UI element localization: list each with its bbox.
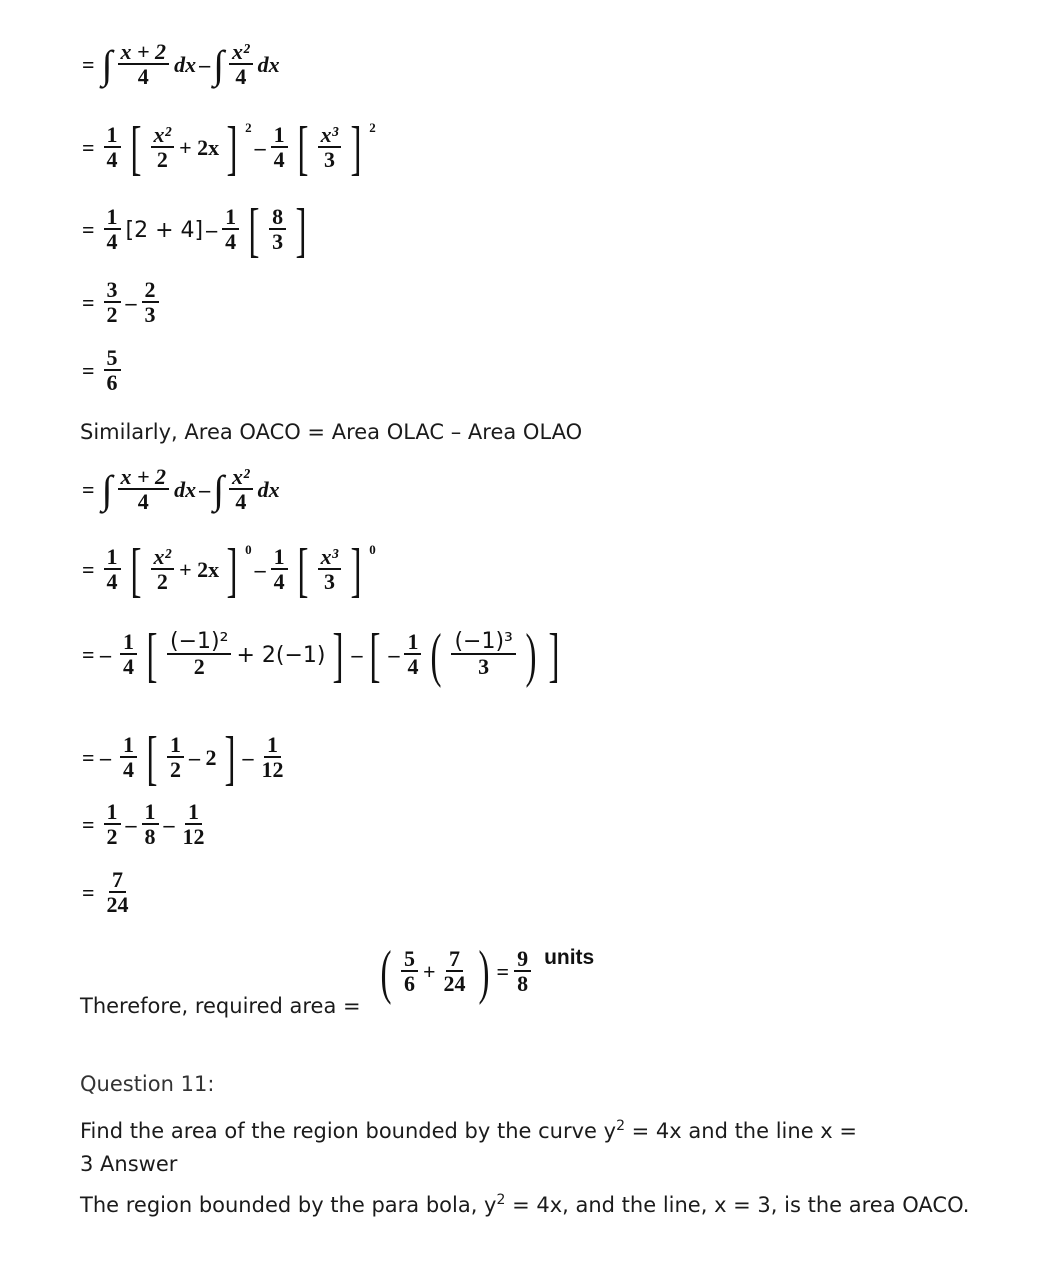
integral-sign: ∫ — [101, 466, 113, 512]
integral-sign: ∫ — [213, 466, 225, 512]
integral-step-10: = $\frac{1}{2}$ – $\frac{1}{8}$ – $\frac{1}{12}$ — [82, 799, 205, 850]
total-area-expression: ( $\frac{5}{6}$ + $\frac{7}{24}$ ) = $\frac{9}{8}$ units — [380, 939, 595, 1005]
integral-step-11: = $\frac{7}{24}$ — [82, 867, 129, 918]
therefore-text: Therefore, required area = — [80, 994, 361, 1018]
answer-text: The region bounded by the para bola, $y^2 = 4x$, and the line, x = 3, is the area OACO. — [80, 1192, 970, 1217]
question-label: Question 11: — [80, 1072, 215, 1096]
integral-step-7: = $\frac{1}{4}$ [ $\frac{\text{x²}}{2}$ + 2x ] 0 – $\frac{1}{4}$ [ $\frac{\text{x³}}{3}$ ] 0 — [82, 537, 376, 603]
similarly-text: Similarly, Area OACO = Area OLAC – Area OLAO — [80, 420, 583, 444]
integral-step-2: = $\frac{1}{4}$ [ $\frac{\text{x²}}{2}$ + 2x ] 2 – $\frac{1}{4}$ [ $\frac{\text{x³}}{3}$ ] 2 — [82, 115, 376, 181]
integral-sign: ∫ — [213, 41, 225, 87]
question-text: Find the area of the region bounded by the curve $y^2 = 4x$ and the line x = — [80, 1118, 857, 1143]
integral-step-4: = $\frac{3}{2}$ – $\frac{2}{3}$ — [82, 278, 161, 327]
integral-step-1: = ∫ $\frac{x + 2}{4}$ dx – ∫ $\frac{\text{x²}}{4}$ dx — [82, 39, 280, 90]
integral-step-5: = $\frac{5}{6}$ — [82, 346, 123, 395]
question-text-continued: 3 Answer — [80, 1152, 178, 1176]
integral-step-9: = – $\frac{1}{4}$ [ $\frac{1}{2}$ – 2 ] – $\frac{1}{12}$ — [82, 725, 284, 791]
integral-sign: ∫ — [101, 41, 113, 87]
integral-step-6: = ∫ $\frac{x + 2}{4}$ dx – ∫ $\frac{\text{x²}}{4}$ dx — [82, 464, 280, 515]
integral-step-8: = – $\frac{1}{4}$ [ $\frac{\text{(−1)²}}{2}$ + 2(−1) ] – [ – $\frac{1}{4}$ ( $\frac{\text{(−1)³}}{3}$ ) ] — [82, 622, 560, 688]
integral-step-3: = $\frac{1}{4}$ [2 + 4] – $\frac{1}{4}$ [ $\frac{8}{3}$ ] — [82, 197, 307, 263]
